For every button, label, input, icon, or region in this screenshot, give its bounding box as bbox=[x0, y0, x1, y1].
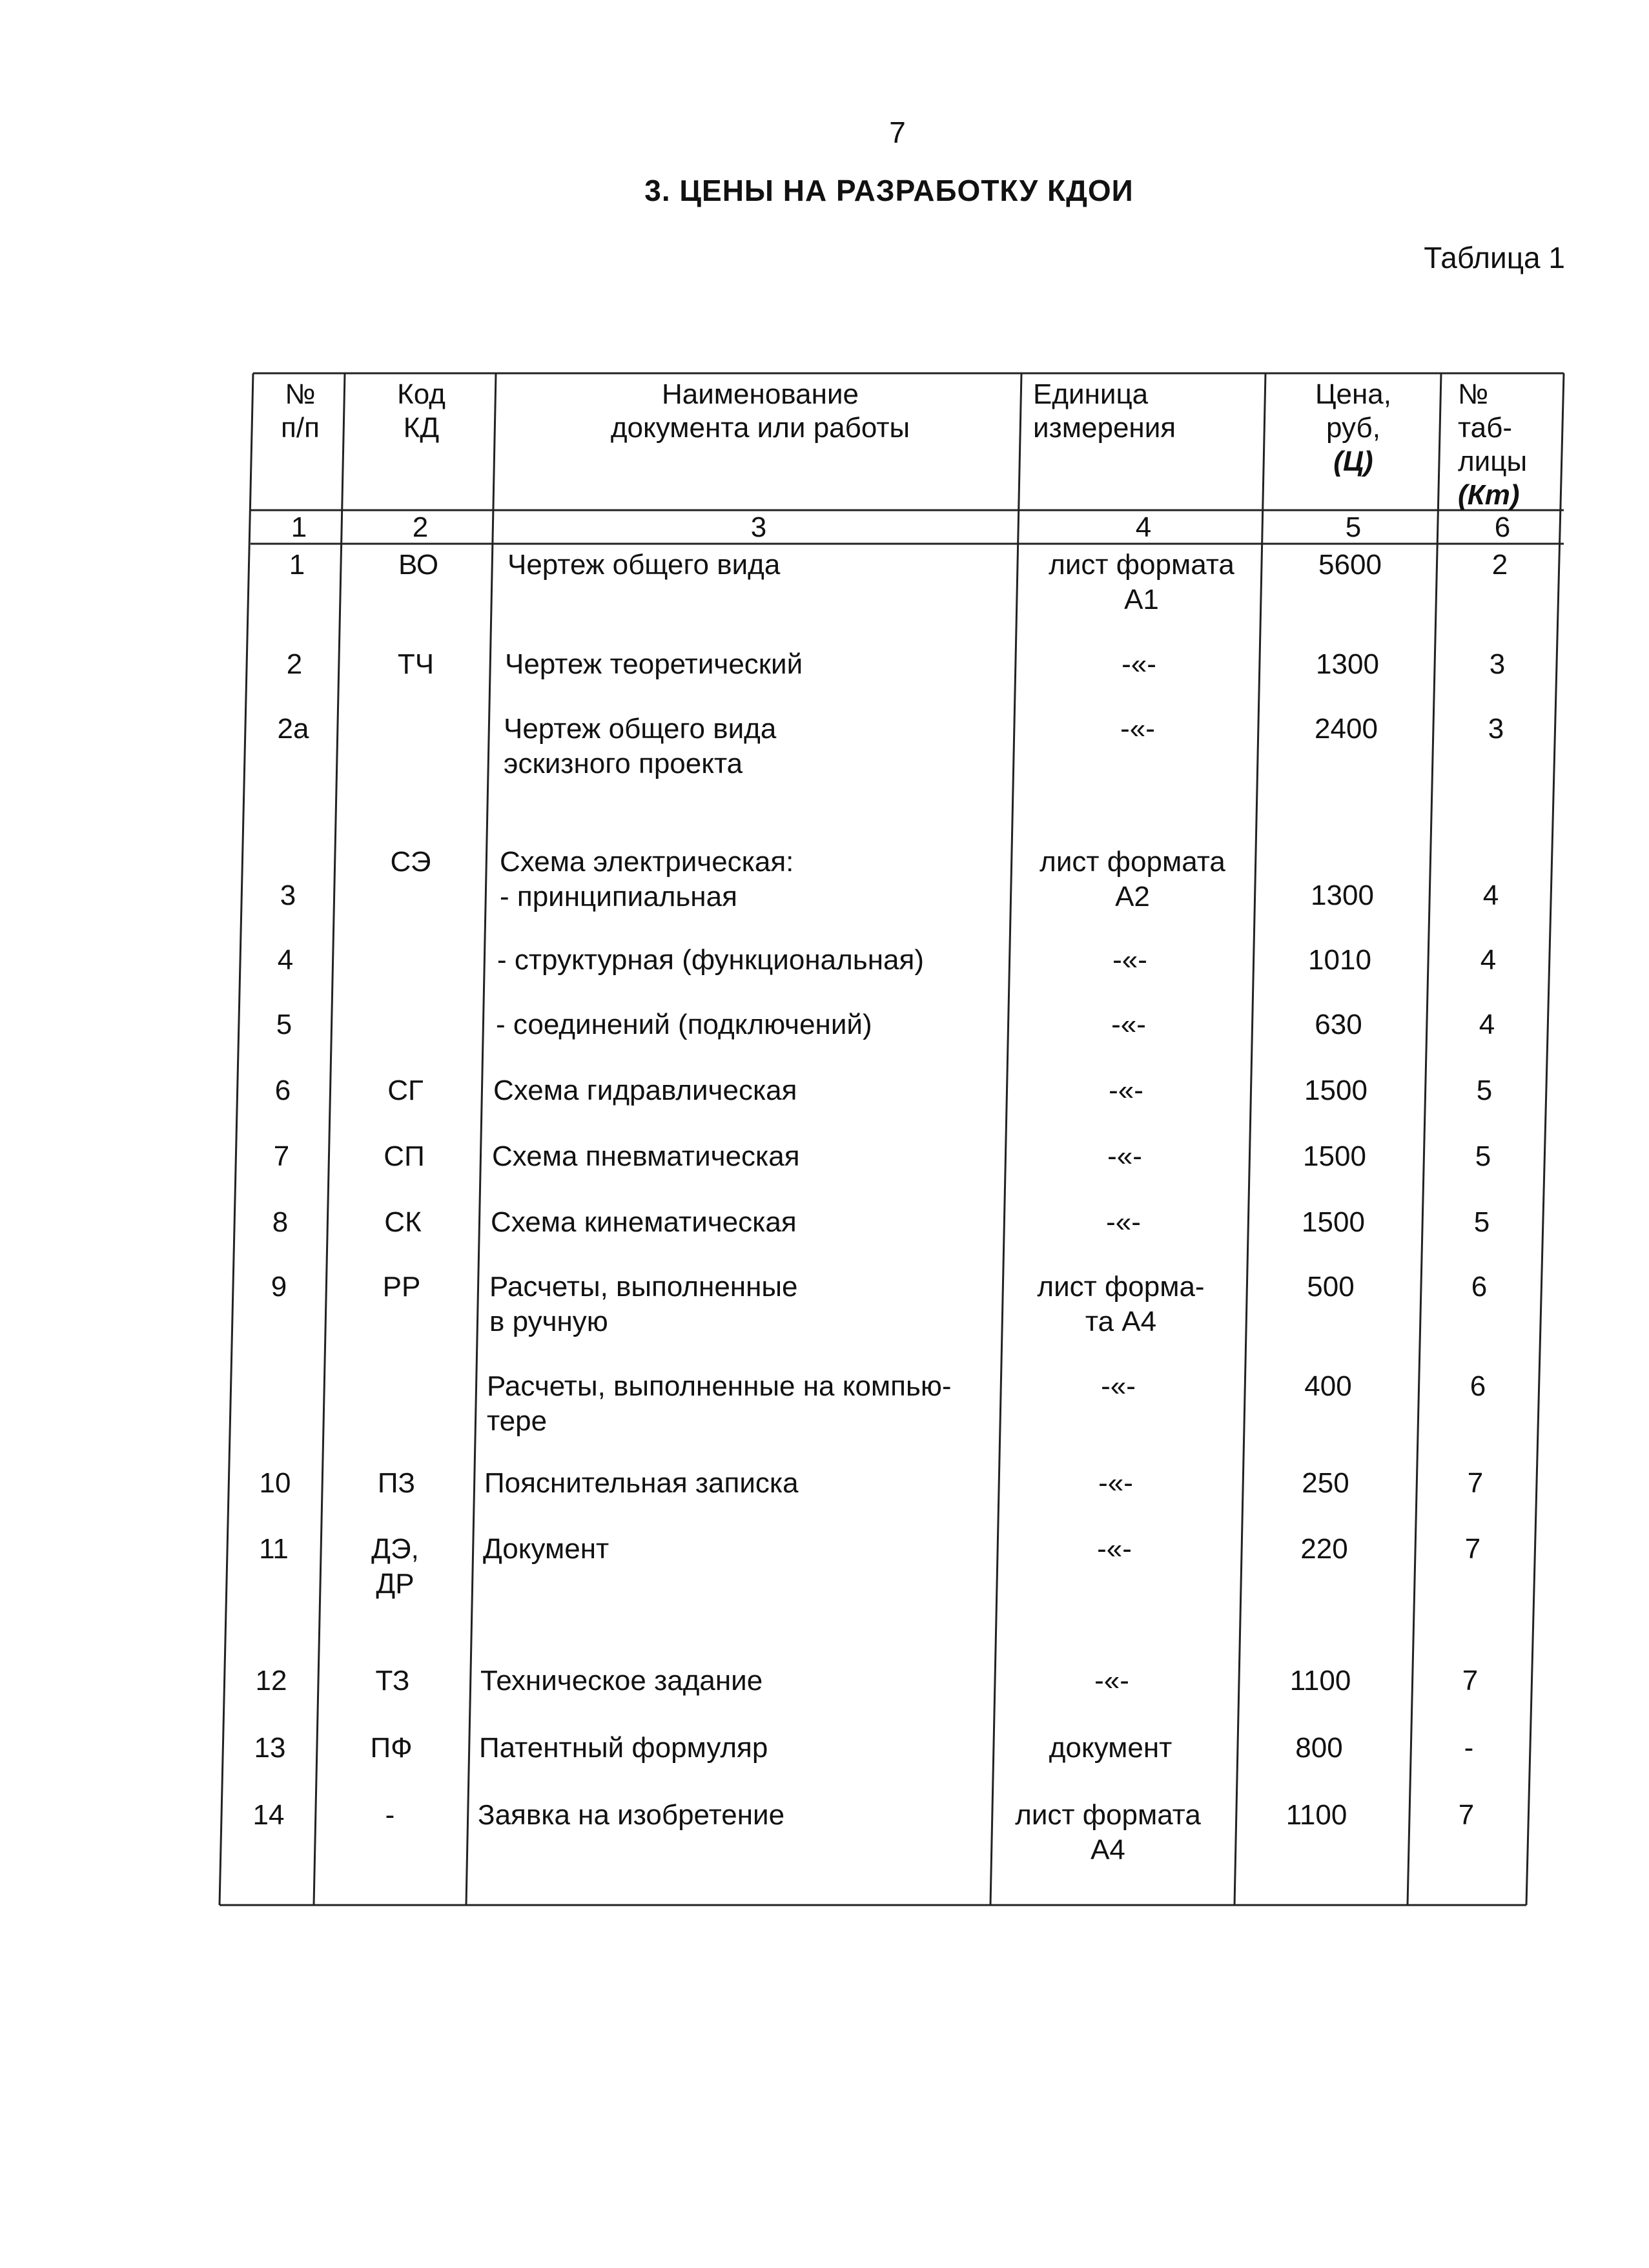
row-num: 5 bbox=[276, 1009, 292, 1040]
header-code: Код КД bbox=[397, 378, 446, 444]
row-code: ПЗ bbox=[377, 1467, 416, 1499]
row-price: 1100 bbox=[1289, 1665, 1351, 1696]
row-unit: -«- bbox=[1101, 1370, 1136, 1402]
row-name: Чертеж общего вида bbox=[507, 549, 781, 581]
row-code: ПФ bbox=[370, 1732, 413, 1764]
row-table-ref: 3 bbox=[1488, 713, 1504, 745]
row-code: СК bbox=[384, 1206, 422, 1238]
column-number: 6 bbox=[1494, 511, 1511, 543]
row-name: Пояснительная записка bbox=[484, 1467, 799, 1499]
row-unit: -«- bbox=[1122, 648, 1156, 680]
row-code: СГ bbox=[387, 1075, 424, 1106]
row-name: Техническое задание bbox=[480, 1665, 763, 1696]
header-price: Цена, руб, (Ц) bbox=[1315, 378, 1391, 477]
row-code: СЭ bbox=[390, 846, 431, 878]
column-number: 4 bbox=[1135, 511, 1152, 543]
row-num: 2 bbox=[286, 648, 303, 680]
row-unit: -«- bbox=[1112, 944, 1147, 976]
row-num: 1 bbox=[289, 549, 305, 581]
row-price: 1010 bbox=[1308, 944, 1371, 976]
row-num: 4 bbox=[277, 944, 294, 976]
header-name: Наименование документа или работы bbox=[610, 378, 910, 444]
row-code: ВО bbox=[398, 549, 439, 581]
row-name: Схема пневматическая bbox=[492, 1140, 800, 1172]
row-price: 2400 bbox=[1315, 713, 1378, 745]
row-unit: документ bbox=[1049, 1732, 1173, 1764]
row-unit: лист формата А2 bbox=[1040, 846, 1225, 912]
row-num: 6 bbox=[274, 1075, 291, 1106]
row-table-ref: 4 bbox=[1479, 1009, 1495, 1040]
row-unit: -«- bbox=[1098, 1467, 1133, 1499]
row-price: 250 bbox=[1302, 1467, 1349, 1499]
row-num: 11 bbox=[259, 1533, 289, 1565]
row-num: 13 bbox=[254, 1732, 286, 1764]
row-name: Расчеты, выполненные на компью- тере bbox=[487, 1370, 952, 1437]
row-unit: -«- bbox=[1094, 1665, 1129, 1696]
row-price: 1500 bbox=[1302, 1206, 1365, 1238]
row-table-ref: 5 bbox=[1475, 1140, 1491, 1172]
row-code: ТЧ bbox=[397, 648, 435, 680]
header-num: № п/п bbox=[281, 378, 320, 444]
column-number: 1 bbox=[291, 511, 307, 543]
row-table-ref: 5 bbox=[1476, 1075, 1493, 1106]
row-price: 5600 bbox=[1318, 549, 1382, 581]
header-unit: Единица измерения bbox=[1033, 378, 1176, 444]
row-num: 9 bbox=[271, 1271, 287, 1303]
row-num: 14 bbox=[252, 1799, 285, 1831]
row-code: РР bbox=[382, 1271, 421, 1303]
row-code: ТЗ bbox=[375, 1665, 410, 1696]
row-code: - bbox=[385, 1799, 395, 1831]
column-number: 2 bbox=[412, 511, 429, 543]
row-unit: -«- bbox=[1120, 713, 1155, 745]
row-num: 7 bbox=[273, 1140, 290, 1172]
row-price: 1500 bbox=[1303, 1140, 1366, 1172]
row-price: 630 bbox=[1315, 1009, 1362, 1040]
row-num: 2а bbox=[277, 713, 309, 745]
row-table-ref: 4 bbox=[1480, 944, 1497, 976]
row-name: Документ bbox=[483, 1533, 609, 1565]
row-name: Чертеж теоретический bbox=[505, 648, 803, 680]
row-name: Расчеты, выполненные в ручную bbox=[489, 1271, 798, 1337]
row-code: ДЭ, ДР bbox=[371, 1533, 419, 1600]
row-code: СП bbox=[384, 1140, 425, 1172]
row-unit: -«- bbox=[1109, 1075, 1143, 1106]
row-price: 500 bbox=[1307, 1271, 1355, 1303]
row-name: Схема гидравлическая bbox=[493, 1075, 797, 1106]
row-unit: -«- bbox=[1097, 1533, 1132, 1565]
row-name: Патентный формуляр bbox=[479, 1732, 768, 1764]
column-number: 3 bbox=[750, 511, 767, 543]
row-name: - соединений (подключений) bbox=[496, 1009, 872, 1040]
row-table-ref: 7 bbox=[1467, 1467, 1484, 1499]
row-table-ref: 5 bbox=[1473, 1206, 1490, 1238]
row-name: Заявка на изобретение bbox=[478, 1799, 785, 1831]
row-table-ref: 7 bbox=[1464, 1533, 1481, 1565]
column-number: 5 bbox=[1345, 511, 1362, 543]
page-heading: 3. ЦЕНЫ НА РАЗРАБОТКУ КДОИ bbox=[644, 174, 1134, 207]
table-caption: Таблица 1 bbox=[1424, 241, 1565, 274]
row-table-ref: 6 bbox=[1471, 1271, 1488, 1303]
row-price: 400 bbox=[1304, 1370, 1352, 1402]
row-price: 800 bbox=[1295, 1732, 1343, 1764]
row-price: 1300 bbox=[1311, 880, 1374, 911]
row-table-ref: 6 bbox=[1470, 1370, 1486, 1402]
row-unit: лист форма- та А4 bbox=[1037, 1271, 1205, 1337]
row-table-ref: 2 bbox=[1491, 549, 1508, 581]
row-unit: -«- bbox=[1107, 1140, 1142, 1172]
header-table-ref: № таб- лицы (Кт) bbox=[1458, 378, 1528, 511]
row-num: 8 bbox=[272, 1206, 289, 1238]
row-name: Схема электрическая: - принципиальная bbox=[500, 846, 794, 912]
page-number: 7 bbox=[889, 116, 906, 149]
row-name: Схема кинематическая bbox=[491, 1206, 797, 1238]
row-unit: -«- bbox=[1106, 1206, 1141, 1238]
row-table-ref: 7 bbox=[1458, 1799, 1475, 1831]
row-table-ref: 4 bbox=[1482, 880, 1499, 911]
row-num: 10 bbox=[259, 1467, 291, 1499]
row-table-ref: - bbox=[1464, 1732, 1474, 1764]
row-unit: лист формата А1 bbox=[1049, 549, 1234, 615]
row-unit: лист формата А4 bbox=[1015, 1799, 1201, 1866]
row-num: 12 bbox=[255, 1665, 287, 1696]
row-table-ref: 7 bbox=[1462, 1665, 1479, 1696]
row-name: Чертеж общего вида эскизного проекта bbox=[504, 713, 777, 779]
row-num: 3 bbox=[280, 880, 296, 911]
row-price: 1300 bbox=[1316, 648, 1379, 680]
row-price: 1500 bbox=[1304, 1075, 1367, 1106]
row-price: 1100 bbox=[1285, 1799, 1347, 1831]
row-table-ref: 3 bbox=[1489, 648, 1506, 680]
row-name: - структурная (функциональная) bbox=[497, 944, 924, 976]
row-unit: -«- bbox=[1111, 1009, 1146, 1040]
row-price: 220 bbox=[1300, 1533, 1348, 1565]
